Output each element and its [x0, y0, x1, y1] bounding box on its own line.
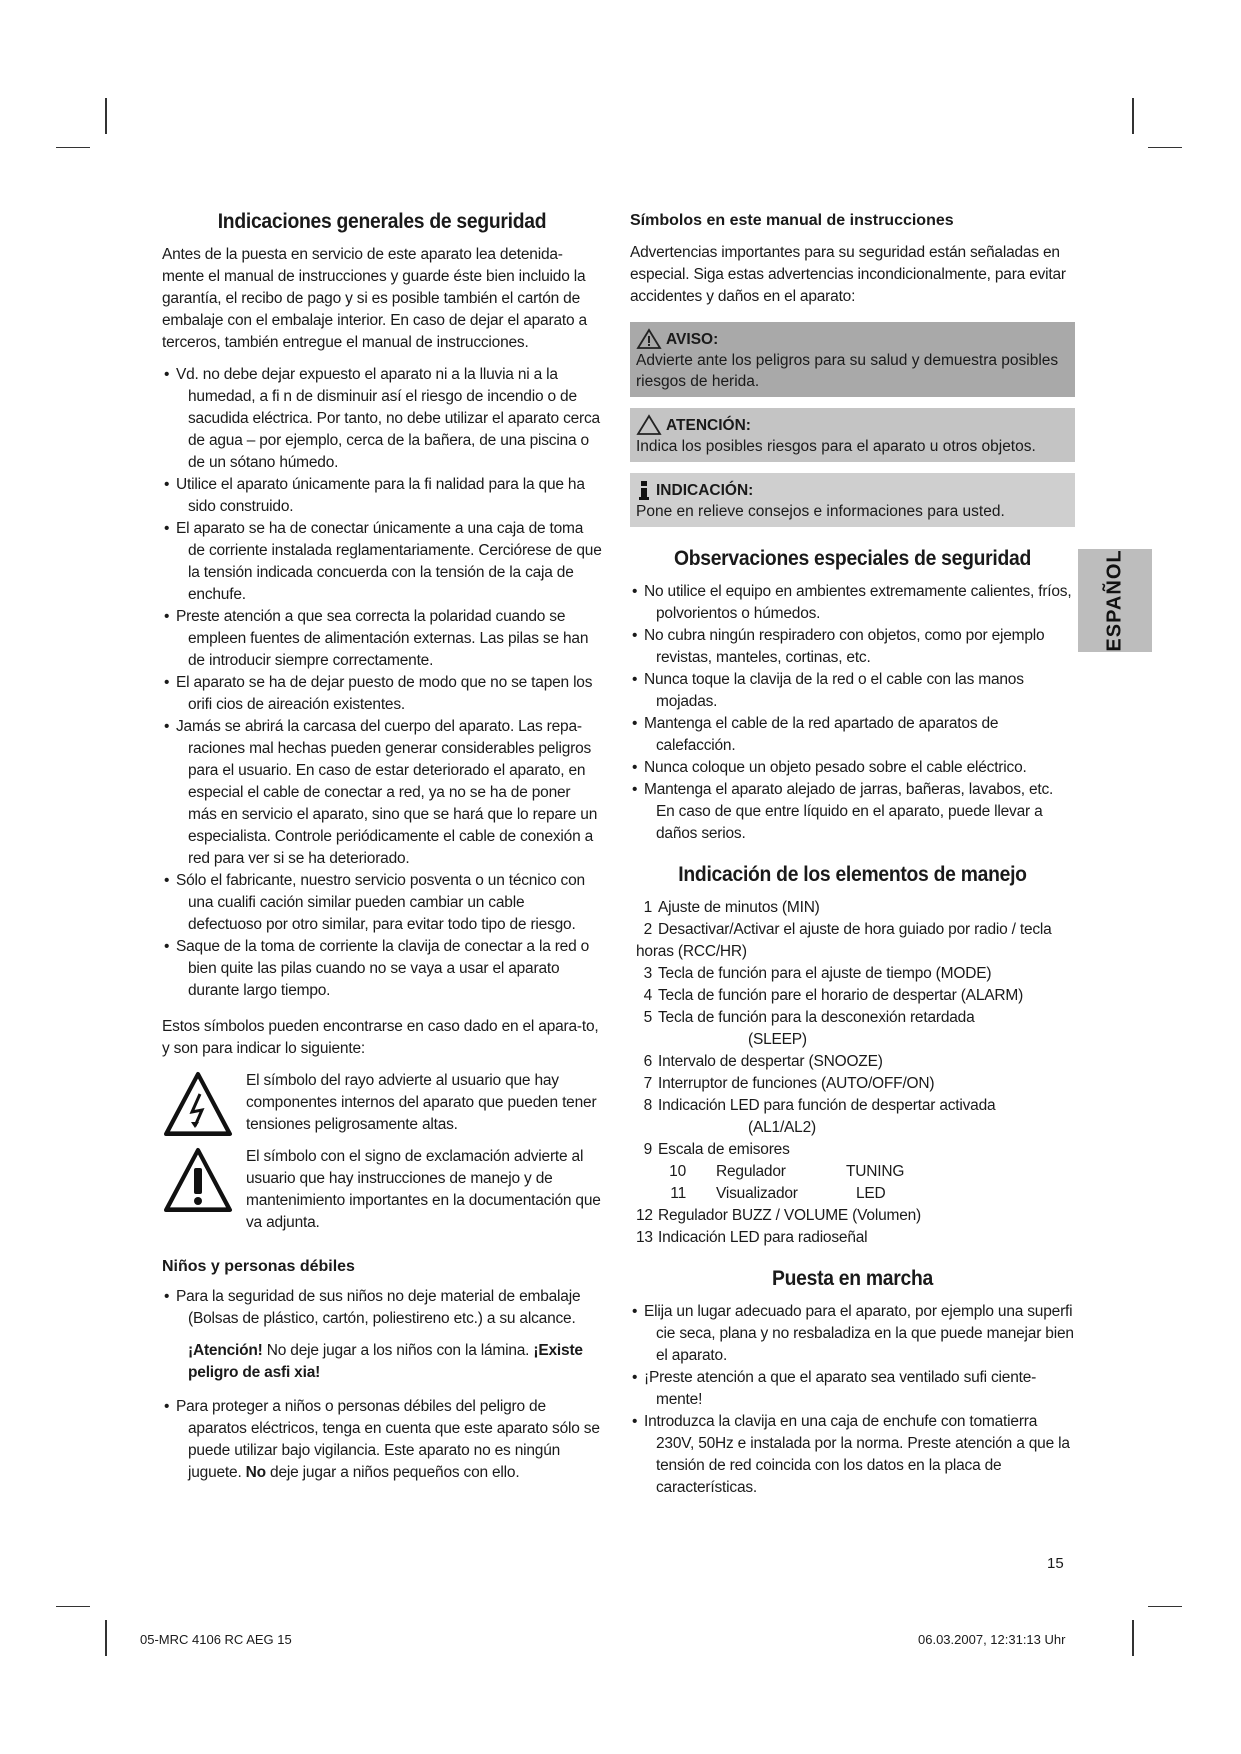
- item-number: 7: [643, 1075, 652, 1092]
- list-item: • El aparato se ha de dejar puesto de modo que no se tapen los orifi cios de aireación existentes.: [162, 672, 602, 716]
- attention-label: ¡Atención!: [188, 1342, 263, 1359]
- caution-triangle-icon: [636, 414, 662, 436]
- note-info: [630, 473, 1075, 527]
- note-title: AVISO:: [666, 330, 719, 348]
- crop-mark: [56, 1606, 90, 1607]
- item-text: Intervalo de despertar (SNOOZE): [658, 1053, 883, 1070]
- list-item-text: Para proteger a niños o personas débiles del peligro de aparatos eléctricos, tenga en cuenta que este aparato sólo se puede utilizar bajo vigilancia. Este aparato no es ningún juguete.: [176, 1398, 600, 1481]
- language-tab: [1078, 549, 1152, 652]
- item-number: 10: [669, 1163, 686, 1180]
- item-text: Tecla de función pare el horario de despertar (ALARM): [658, 987, 1024, 1004]
- list-item: [162, 1396, 602, 1484]
- list-item: • No utilice el equipo en ambientes extremamente calientes, fríos, polvorientos o húmedos.: [630, 581, 1075, 625]
- symbols-manual-intro: Advertencias importantes para su seguridad están señaladas en especial. Siga estas advertencias incondicionalmente, para evitar accidentes y daños en el aparato:: [630, 244, 1066, 305]
- list-item-text: deje jugar a niños pequeños con ello.: [265, 1464, 520, 1481]
- note-header: [636, 328, 1069, 350]
- item-text: TUNING: [846, 1163, 905, 1180]
- startup-list: [630, 1301, 1075, 1499]
- list-item: • Introduzca la clavija en una caja de enchufe con tomatierra 230V, 50Hz e instalada por la norma. Preste atención a que la tensión de red coincida con los datos en la placa de características.: [630, 1411, 1075, 1499]
- language-label: ESPAÑOL: [1103, 549, 1126, 652]
- list-item: • Nunca toque la clavija de la red o el cable con las manos mojadas.: [630, 669, 1075, 713]
- list-item: [636, 1205, 1075, 1227]
- right-column: [630, 212, 1075, 1499]
- item-number: 1: [643, 899, 652, 916]
- item-number: 4: [643, 987, 652, 1004]
- warning-triangle-icon: [636, 328, 662, 350]
- exclamation-symbol-text: El símbolo con el signo de exclamación advierte al usuario que hay instrucciones de manejo y de mantenimiento importantes en la documentación que va adjunta.: [246, 1148, 601, 1231]
- item-text: Ajuste de minutos (MIN): [658, 899, 820, 916]
- item-number: 9: [643, 1141, 652, 1158]
- symbols-heading: Símbolos en este manual de instrucciones: [630, 212, 954, 229]
- list-item: • Saque de la toma de corriente la clavija de conectar a la red o bien quite las pilas cuando no se vaya a usar el aparato durante largo tiempo.: [162, 936, 602, 1002]
- startup-heading: Puesta en marcha: [772, 1267, 933, 1290]
- crop-mark: [105, 1620, 107, 1656]
- list-item: [636, 1139, 1075, 1161]
- list-item: • Elija un lugar adecuado para el aparato, por ejemplo una superfi cie seca, plana y no resbaladiza en la que puede manejar bien el aparato.: [630, 1301, 1075, 1367]
- left-column: [162, 210, 602, 1484]
- footer-timestamp: 06.03.2007, 12:31:13 Uhr: [918, 1632, 1066, 1647]
- safety-heading: Indicaciones generales de seguridad: [217, 210, 547, 233]
- attention-text: No deje jugar a los niños con la lámina.: [262, 1342, 534, 1359]
- list-item: • Mantenga el aparato alejado de jarras, bañeras, lavabos, etc. En caso de que entre líquido en el aparato, puede llevar a daños serios.: [630, 779, 1075, 845]
- list-item: [636, 1183, 1075, 1205]
- list-item: [636, 1051, 1075, 1073]
- list-item-bold: No: [245, 1464, 266, 1481]
- item-text: Tecla de función para el ajuste de tiempo (MODE): [658, 965, 992, 982]
- item-number: 6: [643, 1053, 652, 1070]
- list-item: [636, 897, 1075, 919]
- list-item: [636, 963, 1075, 985]
- note-text: Advierte ante los peligros para su salud y demuestra posibles riesgos de herida.: [636, 352, 1059, 390]
- crop-mark: [1132, 1620, 1134, 1656]
- list-item: [636, 1007, 1075, 1029]
- note-text: Indica los posibles riesgos para el aparato u otros objetos.: [636, 438, 1036, 455]
- note-title: INDICACIÓN:: [656, 481, 754, 499]
- list-item: • Vd. no debe dejar expuesto el aparato ni a la lluvia ni a la humedad, a fi n de disminuir así el riesgo de incendio o de sacudida eléctrica. Por tanto, no debe utilizar el aparato cerca de agua – por ejemplo, cerca de la bañera, de una piscina o de un sótano húmedo.: [162, 364, 602, 474]
- item-number: 11: [670, 1185, 686, 1202]
- item-number: 12: [636, 1207, 653, 1224]
- controls-list: [630, 897, 1075, 1249]
- safety-intro: Antes de la puesta en servicio de este aparato lea detenida-mente el manual de instrucciones y guarde éste bien incluido la garantía, el recibo de pago y si es posible también el cartón de embalaje con el embalaje interior. En caso de dejar el aparato a terceros, también entregue el manual de instrucciones.: [162, 246, 587, 351]
- crop-mark: [56, 147, 90, 148]
- item-text: LED: [856, 1185, 886, 1202]
- safety-list: [162, 364, 602, 1002]
- note-header: [636, 479, 1069, 501]
- note-text: Pone en relieve consejos e informaciones para usted.: [636, 503, 1005, 520]
- item-text: Regulador: [716, 1163, 786, 1180]
- lightning-symbol-text: El símbolo del rayo advierte al usuario que hay componentes internos del aparato que pueden tener tensiones peligrosamente altas.: [246, 1072, 597, 1133]
- item-text: Desactivar/Activar el ajuste de hora guiado por radio / tecla horas (RCC/HR): [636, 921, 1052, 960]
- symbols-intro: Estos símbolos pueden encontrarse en caso dado en el apara-to, y son para indicar lo siguiente:: [162, 1018, 599, 1057]
- list-item: • Jamás se abrirá la carcasa del cuerpo del aparato. Las repa-raciones mal hechas pueden generar considerables peligros para el usuario. En caso de estar deteriorado el aparato, en especial el cable de conectar a red, ya no se ha de poner más en servicio el aparato, sino que se hará que lo repare un especialista. Controle periódicamente el cable de conexión a red para ver si se ha deteriorado.: [162, 716, 602, 870]
- list-item: [636, 1161, 1075, 1183]
- children-list-2: [162, 1396, 602, 1484]
- exclamation-symbol-row: [162, 1146, 602, 1234]
- note-warning: [630, 322, 1075, 397]
- list-item: [636, 1227, 1075, 1249]
- item-text: Regulador BUZZ / VOLUME (Volumen): [658, 1207, 922, 1224]
- crop-mark: [1148, 1606, 1182, 1607]
- exclamation-warning-icon: [162, 1146, 234, 1216]
- item-number: 2: [643, 921, 652, 938]
- children-list: [162, 1286, 602, 1330]
- list-item: [636, 1073, 1075, 1095]
- special-safety-list: [630, 581, 1075, 845]
- crop-mark: [1148, 147, 1182, 148]
- item-number: 13: [636, 1229, 653, 1246]
- list-item: • Preste atención a que sea correcta la polaridad cuando se empleen fuentes de alimentación externas. Las pilas se han de introducir siempre correctamente.: [162, 606, 602, 672]
- item-text: Indicación LED para función de despertar activada: [658, 1097, 996, 1114]
- list-item: • El aparato se ha de conectar únicamente a una caja de toma de corriente instalada reglamentariamente. Cerciórese de que la tensión indicada concuerda con la tensión de la caja de enchufe.: [162, 518, 602, 606]
- crop-mark: [105, 98, 107, 134]
- note-title: ATENCIÓN:: [666, 416, 751, 434]
- controls-heading: Indicación de los elementos de manejo: [678, 863, 1027, 886]
- page-number: 15: [1047, 1555, 1064, 1572]
- item-number: 5: [643, 1009, 652, 1026]
- item-text: Escala de emisores: [658, 1141, 790, 1158]
- lightning-symbol-row: [162, 1070, 602, 1140]
- attention-danger: ¡Existe peligro de asfi xia!: [188, 1342, 583, 1381]
- list-item-continuation: (AL1/AL2): [748, 1119, 816, 1136]
- children-heading: Niños y personas débiles: [162, 1258, 355, 1275]
- note-caution: [630, 408, 1075, 462]
- list-item: • No cubra ningún respiradero con objetos, como por ejemplo revistas, manteles, cortinas, etc.: [630, 625, 1075, 669]
- list-item: • Mantenga el cable de la red apartado de aparatos de calefacción.: [630, 713, 1075, 757]
- item-text: Visualizador: [716, 1185, 798, 1202]
- list-item: • ¡Preste atención a que el aparato sea ventilado sufi ciente-mente!: [630, 1367, 1075, 1411]
- item-number: 8: [643, 1097, 652, 1114]
- item-text: Tecla de función para la desconexión retardada: [658, 1009, 975, 1026]
- footer-file-info: 05-MRC 4106 RC AEG 15: [140, 1632, 292, 1647]
- children-attention: [162, 1340, 602, 1384]
- list-item-continuation: (SLEEP): [748, 1031, 807, 1048]
- crop-mark: [1132, 98, 1134, 134]
- item-number: 3: [643, 965, 652, 982]
- note-header: [636, 414, 1069, 436]
- list-item: • Para la seguridad de sus niños no deje material de embalaje (Bolsas de plástico, cartón, poliestireno etc.) a su alcance.: [162, 1286, 602, 1330]
- list-item: [636, 1095, 1075, 1117]
- item-text: Interruptor de funciones (AUTO/OFF/ON): [658, 1075, 935, 1092]
- list-item: [636, 985, 1075, 1007]
- lightning-warning-icon: [162, 1070, 234, 1140]
- list-item: • Utilice el aparato únicamente para la fi nalidad para la que ha sido construido.: [162, 474, 602, 518]
- list-item: [636, 919, 1075, 963]
- item-text: Indicación LED para radioseñal: [658, 1229, 868, 1246]
- list-item: • Sólo el fabricante, nuestro servicio posventa o un técnico con una cualifi cación similar pueden cambiar un cable defectuoso por otro similar, para evitar todo tipo de riesgo.: [162, 870, 602, 936]
- list-item: • Nunca coloque un objeto pesado sobre el cable eléctrico.: [630, 757, 1075, 779]
- special-safety-heading: Observaciones especiales de seguridad: [673, 547, 1032, 570]
- info-icon: [636, 479, 652, 501]
